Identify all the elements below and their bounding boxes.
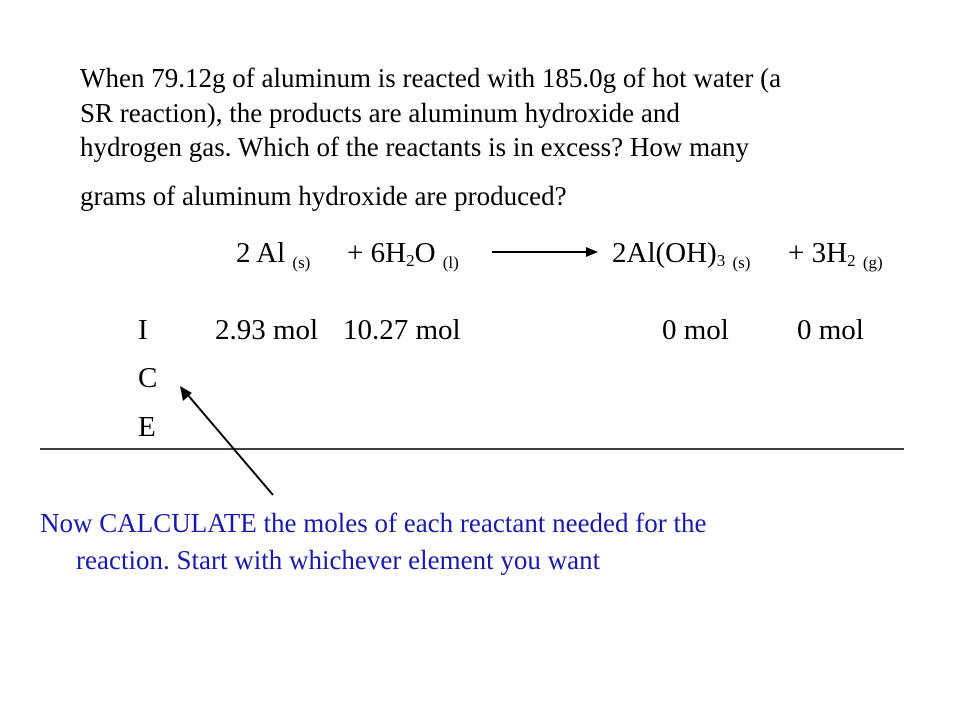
water-state: (l) xyxy=(442,253,459,272)
problem-line-2: SR reaction), the products are aluminum hydroxide and xyxy=(80,98,680,128)
hydroxide-state: (s) xyxy=(732,253,751,272)
problem-line-1: When 79.12g of aluminum is reacted with 185.0g of hot water (a xyxy=(80,63,782,93)
hydrogen-subscript: 2 xyxy=(847,251,856,270)
ice-initial-water: 10.27 mol xyxy=(343,314,461,346)
instruction-line-2: reaction. Start with whichever element you want xyxy=(76,545,601,575)
hydroxide-formula: 2Al(OH) xyxy=(612,237,717,269)
water-oxygen: O xyxy=(414,237,436,269)
aluminum-formula: 2 Al xyxy=(236,237,286,269)
problem-line-3: hydrogen gas. Which of the reactants is in excess? How many xyxy=(80,132,750,162)
ice-row-change-label: C xyxy=(138,362,158,394)
aluminum-state: (s) xyxy=(292,253,311,272)
hydroxide-subscript: 3 xyxy=(716,251,726,270)
water-subscript: 2 xyxy=(406,251,415,270)
reaction-arrow-icon xyxy=(492,247,598,257)
hydrogen-state: (g) xyxy=(862,253,883,272)
ice-row-end-label: E xyxy=(138,411,156,443)
ice-initial-hydrogen: 0 mol xyxy=(797,314,864,346)
water-prefix: + 6H xyxy=(347,237,407,269)
hydrogen-prefix: + 3H xyxy=(788,237,848,269)
instruction-line-1: Now CALCULATE the moles of each reactant needed for the xyxy=(40,508,707,538)
ice-initial-aluminum: 2.93 mol xyxy=(215,314,319,346)
ice-row-initial-label: I xyxy=(138,314,148,346)
ice-initial-hydroxide: 0 mol xyxy=(662,314,729,346)
problem-line-4: grams of aluminum hydroxide are produced? xyxy=(80,181,567,211)
pointer-arrow-icon xyxy=(180,386,273,495)
